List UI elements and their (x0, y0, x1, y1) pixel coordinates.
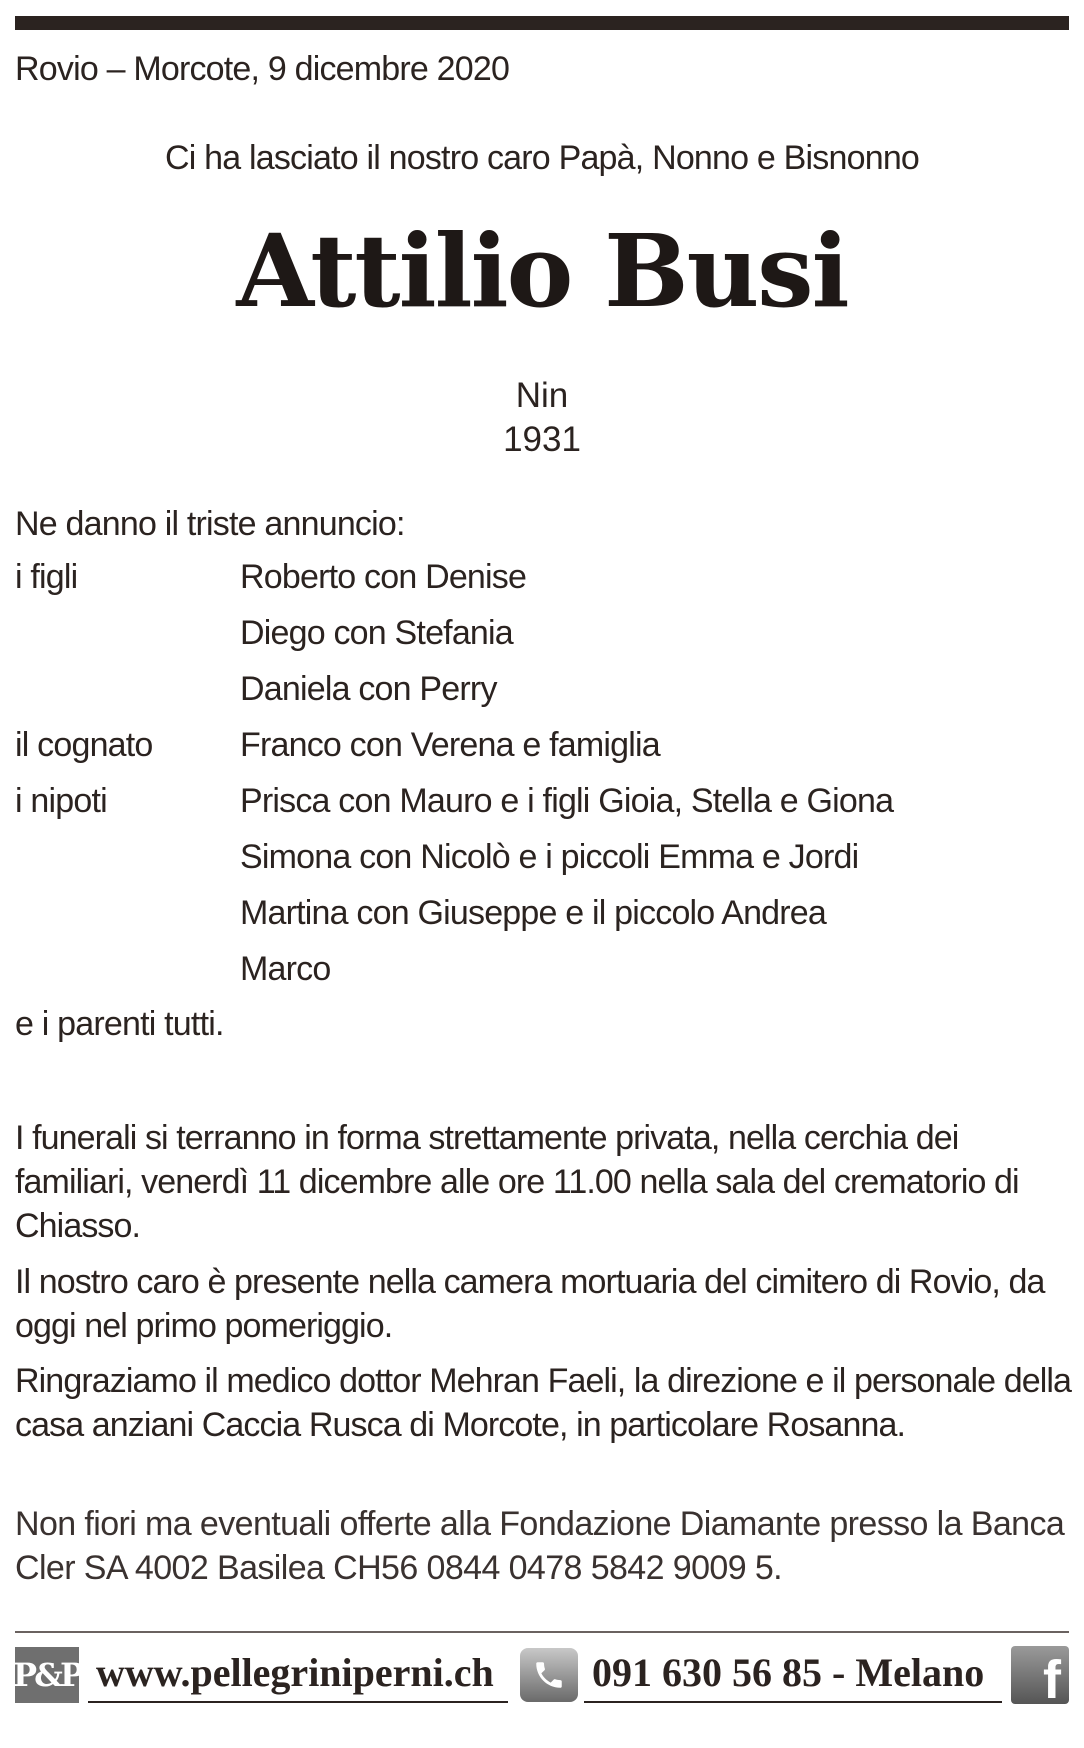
announce-heading: Ne danno il triste annuncio: (15, 505, 405, 543)
closing-line: e i parenti tutti. (15, 1005, 224, 1043)
pp-logo-icon: P&P (15, 1647, 79, 1703)
facebook-icon[interactable]: f (1011, 1646, 1069, 1704)
family-member: Martina con Giuseppe e il piccolo Andrea (240, 894, 827, 932)
funeral-notice: I funerali si terranno in forma strettamente privata, nella cerchia dei familiari, venerdì 11 dicembre alle ore 11.00 nella sala del crematorio di Chiasso. (15, 1119, 1019, 1245)
phone-glyph-icon (532, 1658, 566, 1692)
top-border (15, 16, 1069, 30)
deceased-name: Attilio Busi (236, 212, 848, 330)
relation-label: i figli (15, 558, 78, 596)
footer-divider (15, 1631, 1069, 1633)
family-member: Prisca con Mauro e i figli Gioia, Stella e Giona (240, 782, 894, 820)
donation-notice: Non fiori ma eventuali offerte alla Fondazione Diamante presso la Banca Cler SA 4002 Basilea CH56 0844 0478 5842 9009 5. (15, 1505, 1065, 1587)
relation-label: il cognato (15, 726, 153, 764)
family-member: Diego con Stefania (240, 614, 513, 652)
phone-number[interactable]: 091 630 56 85 - Melano (584, 1647, 1002, 1703)
family-member: Simona con Nicolò e i piccoli Emma e Jordi (240, 838, 859, 876)
family-member: Roberto con Denise (240, 558, 527, 596)
viewing-notice: Il nostro caro è presente nella camera mortuaria del cimitero di Rovio, da oggi nel primo pomeriggio. (15, 1263, 1045, 1345)
deceased-nickname: Nin (515, 376, 569, 415)
website-link[interactable]: www.pellegriniperni.ch (88, 1647, 508, 1703)
relation-label: i nipoti (15, 782, 107, 820)
family-member: Marco (240, 950, 331, 988)
family-member: Franco con Verena e famiglia (240, 726, 660, 764)
intro-line: Ci ha lasciato il nostro caro Papà, Nonno e Bisnonno (164, 139, 920, 177)
family-member: Daniela con Perry (240, 670, 497, 708)
place-date: Rovio – Morcote, 9 dicembre 2020 (15, 50, 510, 88)
phone-icon (520, 1648, 578, 1702)
nickname-year (0, 374, 1084, 462)
thanks-notice: Ringraziamo il medico dottor Mehran Faeli, la direzione e il personale della casa anziani Caccia Rusca di Morcote, in particolare Rosanna. (15, 1362, 1072, 1444)
deceased-year: 1931 (503, 420, 581, 459)
